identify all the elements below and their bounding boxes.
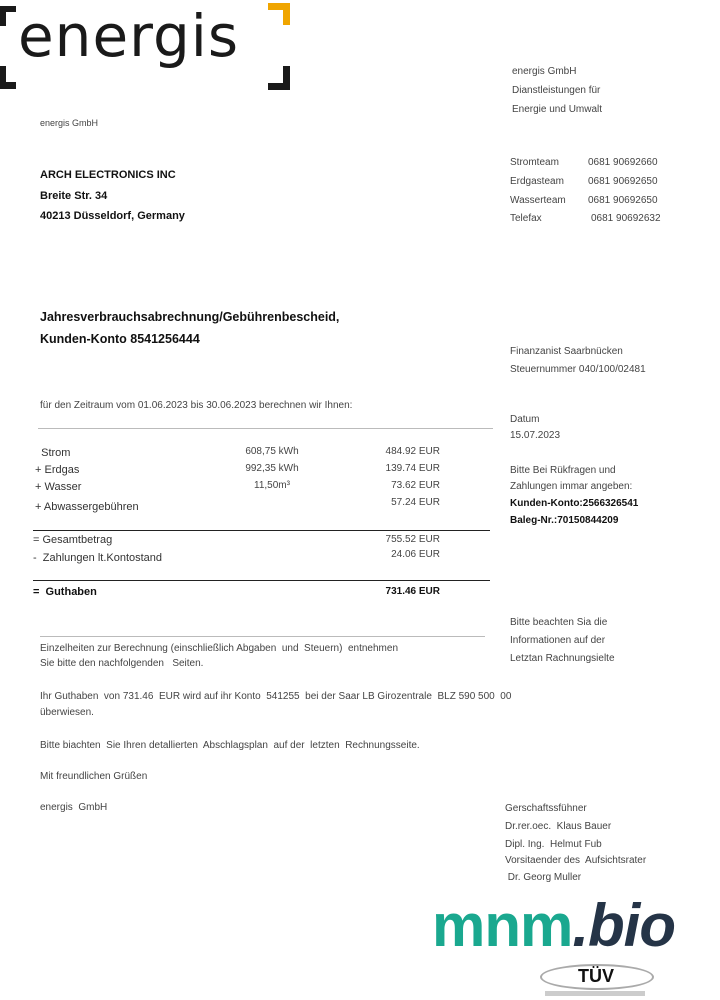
management-line: Dipl. Ing. Helmut Fub (505, 839, 602, 850)
reference-customer-account: Kunden-Konto:2566326541 (510, 498, 639, 509)
billing-period: für den Zeitraum vom 01.06.2023 bis 30.06.2023 berechnen wir Ihnen: (40, 400, 353, 411)
notice-line: Informationen auf der (510, 635, 606, 646)
tax-number: Steuernummer 040/100/02481 (510, 364, 646, 375)
sender-line: energis GmbH (40, 118, 99, 128)
company-line: Dianstleistungen für (512, 85, 601, 96)
transfer-text: überwiesen. (40, 707, 94, 718)
divider (33, 530, 490, 531)
contact-phone: 0681 90692632 (591, 213, 661, 224)
date-value: 15.07.2023 (510, 430, 561, 441)
item-quantity: 992,35 kWh (245, 463, 299, 474)
seal-text: TÜV (578, 966, 614, 986)
signature-company: energis GmbH (40, 802, 108, 813)
credit-amount: 731.46 EUR (385, 586, 440, 597)
contact-phone: 0681 90692660 (588, 157, 658, 168)
details-text: Sie bitte den nachfolgenden Seiten. (40, 658, 204, 669)
credit-label: = Guthaben (33, 586, 97, 598)
watermark-part: mnm (432, 892, 573, 959)
item-quantity: 608,75 kWh (245, 446, 299, 457)
document-title: Jahresverbrauchsabrechnung/Gebührenbescheid, (40, 310, 340, 324)
customer-account-title: Kunden-Konto 8541256444 (40, 332, 200, 346)
notice-line: Letztan Rachnungsielte (510, 653, 615, 664)
payments-amount: 24.06 EUR (391, 549, 440, 560)
divider (33, 580, 490, 581)
company-line: Energie und Umwalt (512, 104, 603, 115)
item-amount: 484.92 EUR (385, 446, 440, 457)
management-line: Vorsitaender des Aufsichtsrater (505, 855, 647, 866)
total-amount: 755.52 EUR (385, 534, 440, 545)
item-amount: 73.62 EUR (391, 480, 440, 491)
item-label: Strom (35, 447, 71, 459)
recipient-name: ARCH ELECTRONICS INC (40, 169, 176, 181)
logo-bracket (283, 66, 290, 90)
transfer-text: Ihr Guthaben von 731.46 EUR wird auf ihr Konto 541255 bei der Saar LB Girozentrale BLZ 590 500 00 (40, 691, 512, 702)
watermark-part: .bio (572, 892, 675, 959)
item-label: + Erdgas (35, 464, 80, 476)
date-label: Datum (510, 414, 540, 425)
seal-caption (545, 991, 645, 996)
logo-bracket (0, 6, 6, 26)
details-text: Einzelheiten zur Berechnung (einschließlich Abgaben und Steuern) entnehmen (40, 643, 399, 654)
contact-phone: 0681 90692650 (588, 176, 658, 187)
payments-label: - Zahlungen lt.Kontostand (33, 552, 163, 564)
payment-plan-text: Bitte biachten Sie Ihren detallierten Abschlagsplan auf der letzten Rechnungsseite. (40, 740, 420, 751)
recipient-city: 40213 Düsseldorf, Germany (40, 210, 185, 222)
reference-receipt-number: Baleg-Nr.:70150844209 (510, 515, 619, 526)
management-line: Dr. Georg Muller (505, 872, 582, 883)
tax-office: Finanzanist Saarbnücken (510, 346, 623, 357)
company-name: energis GmbH (512, 66, 577, 77)
management-line: Gerschaftssfühner (505, 803, 587, 814)
item-amount: 57.24 EUR (391, 497, 440, 508)
item-quantity: 11,50m³ (254, 480, 290, 491)
total-label: = Gesamtbetrag (33, 534, 113, 546)
logo-accent (283, 3, 290, 25)
recipient-street: Breite Str. 34 (40, 190, 108, 202)
logo-text: energis (18, 2, 240, 70)
reference-note: Zahlungen immar angeben: (510, 481, 633, 492)
contact-label: Wasserteam (510, 195, 566, 206)
contact-label: Stromteam (510, 157, 559, 168)
closing-text: Mit freundlichen Grüßen (40, 771, 148, 782)
item-amount: 139.74 EUR (385, 463, 440, 474)
contact-label: Telefax (510, 213, 542, 224)
reference-note: Bitte Bei Rükfragen und (510, 465, 616, 476)
contact-label: Erdgasteam (510, 176, 564, 187)
contact-phone: 0681 90692650 (588, 195, 658, 206)
item-label: + Abwassergebühren (35, 501, 139, 513)
logo-bracket (0, 66, 6, 89)
notice-line: Bitte beachten Sia die (510, 617, 608, 628)
divider (38, 428, 493, 429)
management-line: Dr.rer.oec. Klaus Bauer (505, 821, 612, 832)
watermark (432, 893, 675, 959)
divider (40, 636, 485, 637)
item-label: + Wasser (35, 481, 82, 493)
